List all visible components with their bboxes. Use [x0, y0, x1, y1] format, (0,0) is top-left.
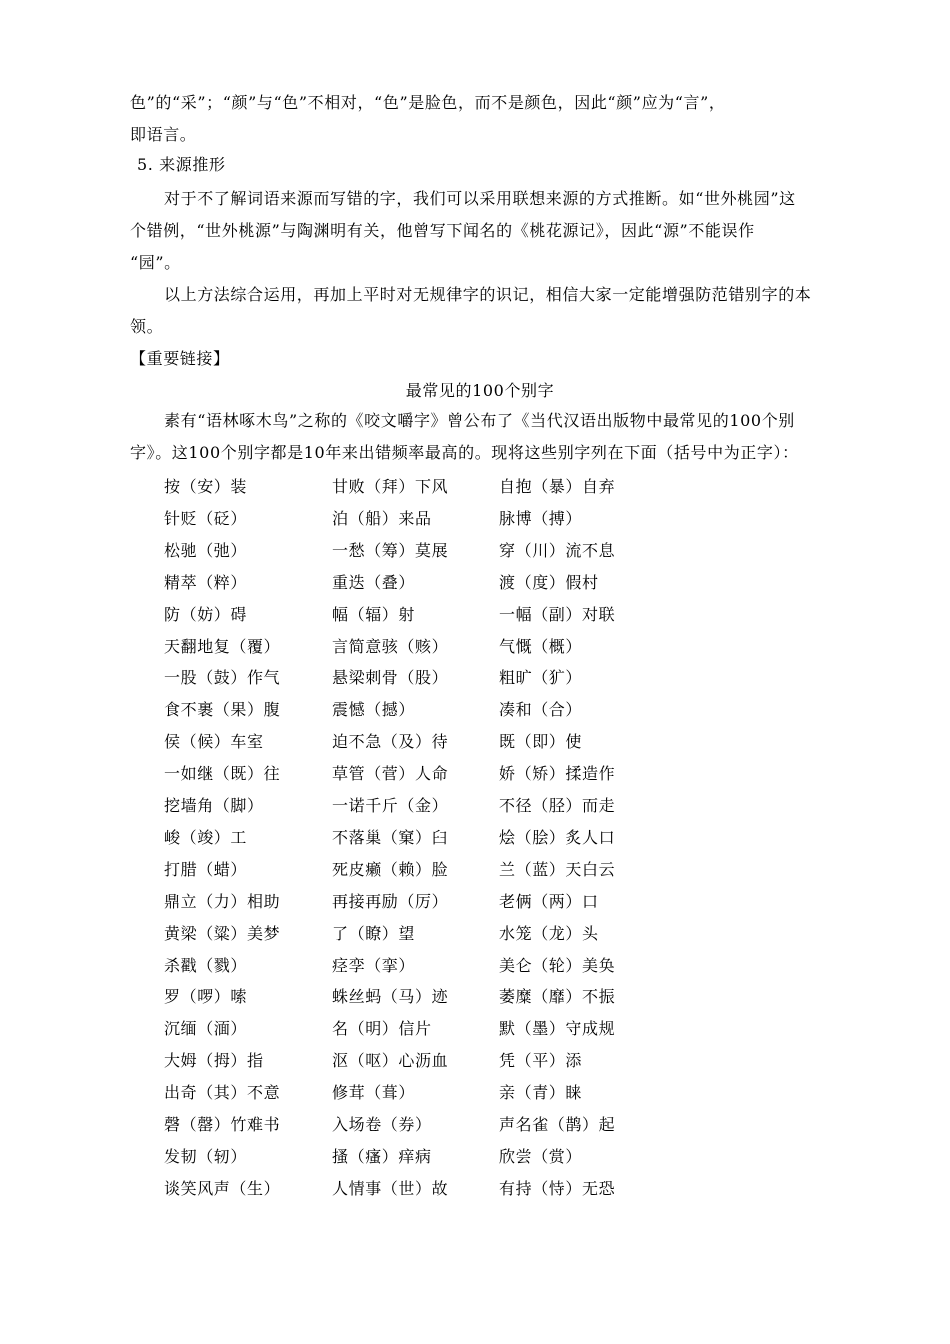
word-item: 亲（青）睐: [499, 1083, 583, 1102]
word-item: 松驰（弛）: [164, 541, 248, 560]
word-item: 精萃（粹）: [164, 573, 248, 592]
word-item: 打腊（蜡）: [164, 860, 248, 879]
word-item: 既（即）使: [499, 732, 583, 751]
word-item: 一诺千斤（金）: [332, 796, 449, 815]
word-item: 峻（竣）工: [164, 828, 248, 847]
word-item: 凑和（合）: [499, 700, 583, 719]
word-item: 自抱（暴）自弃: [499, 477, 616, 496]
word-item: 不落巢（窠）臼: [332, 828, 449, 847]
word-item: 迫不急（及）待: [332, 732, 449, 751]
word-item: 声名雀（鹊）起: [499, 1115, 616, 1134]
word-item: 有持（恃）无恐: [499, 1179, 616, 1198]
word-item: 娇（矫）揉造作: [499, 764, 616, 783]
paragraph-2-line-3: “园”。: [130, 253, 181, 272]
word-item: 黄梁（粱）美梦: [164, 924, 281, 943]
important-link-heading: 【重要链接】: [130, 349, 230, 368]
paragraph-4-line-1: 素有“语林啄木鸟”之称的《咬文嚼字》曾公布了《当代汉语出版物中最常见的100个别: [164, 411, 795, 430]
word-item: 甘败（拜）下风: [332, 477, 449, 496]
word-item: 欣尝（赏）: [499, 1147, 583, 1166]
word-item: 粗旷（犷）: [499, 668, 583, 687]
paragraph-3-line-2: 领。: [130, 317, 164, 336]
word-item: 一如继（既）往: [164, 764, 281, 783]
word-item: 鼎立（力）相助: [164, 892, 281, 911]
word-item: 大姆（拇）指: [164, 1051, 264, 1070]
word-item: 老俩（两）口: [499, 892, 599, 911]
word-item: 了（瞭）望: [332, 924, 416, 943]
word-item: 死皮癞（赖）脸: [332, 860, 449, 879]
word-item: 发韧（轫）: [164, 1147, 248, 1166]
word-item: 出奇（其）不意: [164, 1083, 281, 1102]
word-item: 草管（菅）人命: [332, 764, 449, 783]
word-item: 烩（脍）炙人口: [499, 828, 616, 847]
word-item: 蛛丝蚂（马）迹: [332, 987, 449, 1006]
word-item: 美仑（轮）美奂: [499, 956, 616, 975]
word-item: 气慨（概）: [499, 637, 583, 656]
word-item: 不径（胫）而走: [499, 796, 616, 815]
word-item: 一幅（副）对联: [499, 605, 616, 624]
word-item: 人情事（世）故: [332, 1179, 449, 1198]
word-item: 脉博（搏）: [499, 509, 583, 528]
word-item: 修茸（葺）: [332, 1083, 416, 1102]
word-item: 萎糜（靡）不振: [499, 987, 616, 1006]
word-item: 悬梁刺骨（股）: [332, 668, 449, 687]
word-item: 入场卷（券）: [332, 1115, 432, 1134]
word-item: 侯（候）车室: [164, 732, 264, 751]
word-item: 杀戳（戮）: [164, 956, 248, 975]
word-item: 凭（平）添: [499, 1051, 583, 1070]
word-item: 针贬（砭）: [164, 509, 248, 528]
paragraph-1-line-1: 色”的“采”；“颜”与“色”不相对，“色”是脸色，而不是颜色，因此“颜”应为“言”，: [130, 93, 726, 112]
paragraph-1-line-2: 即语言。: [130, 125, 197, 144]
word-item: 名（明）信片: [332, 1019, 432, 1038]
paragraph-4-line-2: 字》。这100个别字都是10年来出错频率最高的。现将这些别字列在下面（括号中为正字）：: [130, 443, 799, 462]
word-item: 一愁（筹）莫展: [332, 541, 449, 560]
list-title: 最常见的100个别字: [405, 381, 555, 400]
word-item: 防（妨）碍: [164, 605, 248, 624]
word-item: 渡（度）假村: [499, 573, 599, 592]
word-item: 言简意骇（赅）: [332, 637, 449, 656]
word-item: 兰（蓝）天白云: [499, 860, 616, 879]
word-item: 磬（罄）竹难书: [164, 1115, 281, 1134]
word-item: 再接再励（厉）: [332, 892, 449, 911]
paragraph-3-line-1: 以上方法综合运用，再加上平时对无规律字的识记，相信大家一定能增强防范错别字的本: [164, 285, 812, 304]
word-item: 天翻地复（覆）: [164, 637, 281, 656]
word-item: 搔（瘙）痒病: [332, 1147, 432, 1166]
word-item: 幅（辐）射: [332, 605, 416, 624]
paragraph-2-line-2: 个错例，“世外桃源”与陶渊明有关，他曾写下闻名的《桃花源记》，因此“源”不能误作: [130, 221, 755, 240]
word-item: 沤（呕）心沥血: [332, 1051, 449, 1070]
word-item: 食不裹（果）腹: [164, 700, 281, 719]
word-item: 震憾（撼）: [332, 700, 416, 719]
word-item: 罗（啰）嗦: [164, 987, 248, 1006]
word-item: 一股（鼓）作气: [164, 668, 281, 687]
paragraph-2-line-1: 对于不了解词语来源而写错的字，我们可以采用联想来源的方式推断。如“世外桃园”这: [164, 189, 796, 208]
word-item: 重迭（叠）: [332, 573, 416, 592]
word-item: 穿（川）流不息: [499, 541, 616, 560]
section-5-heading: 5. 来源推形: [137, 155, 226, 174]
word-item: 默（墨）守成规: [499, 1019, 616, 1038]
word-item: 痉孪（挛）: [332, 956, 416, 975]
word-item: 挖墙角（脚）: [164, 796, 264, 815]
word-item: 按（安）装: [164, 477, 248, 496]
word-item: 泊（船）来品: [332, 509, 432, 528]
word-item: 沉缅（湎）: [164, 1019, 248, 1038]
word-item: 水笼（龙）头: [499, 924, 599, 943]
word-item: 谈笑风声（生）: [164, 1179, 281, 1198]
